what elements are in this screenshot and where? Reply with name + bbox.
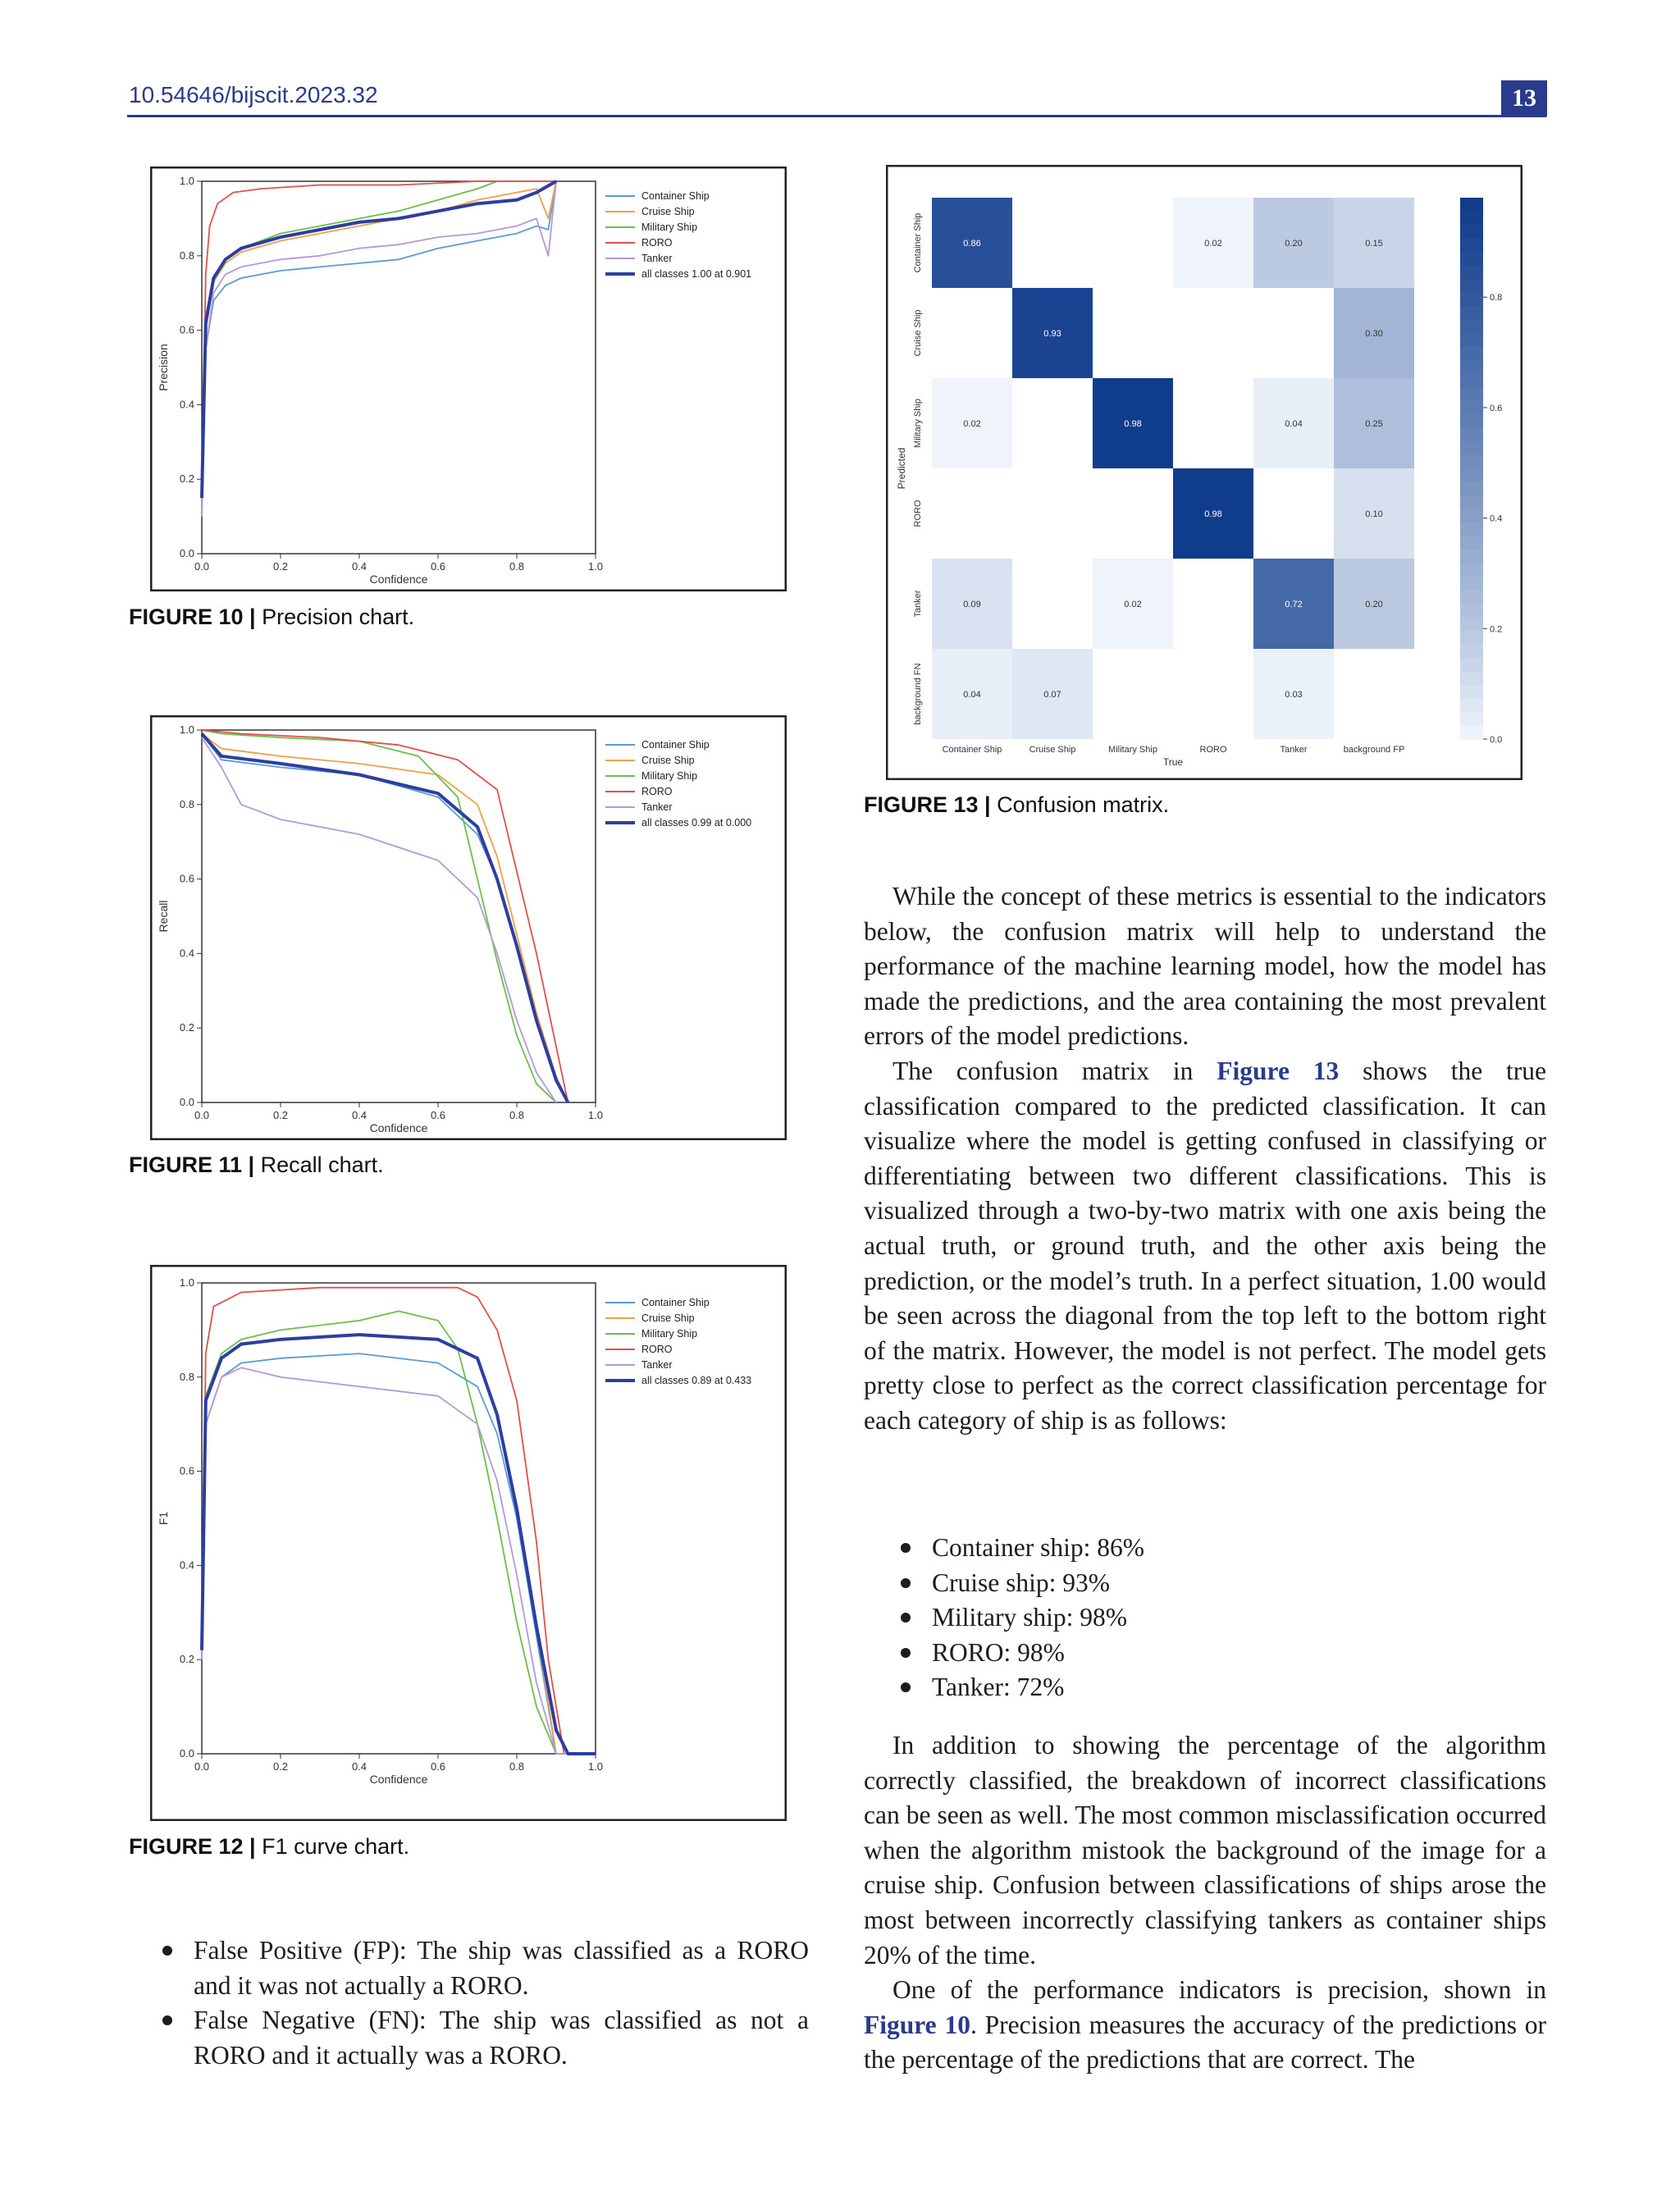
x-category-label: Container Ship <box>942 745 1002 755</box>
legend-label: Container Ship <box>641 739 710 751</box>
matrix-cell <box>932 468 1012 559</box>
x-category-label: Military Ship <box>1108 745 1157 755</box>
y-category-label: Cruise Ship <box>913 309 923 357</box>
colorbar-segment <box>1460 645 1483 660</box>
x-category-label: background FP <box>1343 745 1405 755</box>
x-tick-label: 1.0 <box>587 1109 604 1121</box>
matrix-cell <box>1012 468 1093 559</box>
figure-10-label: FIGURE 10 | <box>129 605 256 629</box>
colorbar-segment <box>1460 618 1483 632</box>
confusion-matrix-svg <box>886 165 1522 780</box>
y-category-label: Tanker <box>913 590 923 618</box>
figure-10-text: Precision chart. <box>255 605 415 629</box>
matrix-cell-label: 0.03 <box>1285 690 1303 700</box>
figure-12-caption <box>129 1834 409 1860</box>
matrix-cell-label: 0.10 <box>1365 509 1383 519</box>
figure-12-label: FIGURE 12 | <box>129 1834 256 1859</box>
colorbar-segment <box>1460 699 1483 714</box>
y-axis-label: Recall <box>157 900 170 933</box>
figure-frame <box>151 1266 786 1820</box>
figure-12-text: F1 curve chart. <box>255 1834 410 1859</box>
list-item-false-negative: False Negative (FN): The ship was classified as not a RORO and it actually was a RORO. <box>162 2003 809 2073</box>
matrix-cell-label: 0.20 <box>1285 239 1303 249</box>
y-tick-label: 1.0 <box>179 175 194 187</box>
colorbar-segment <box>1460 631 1483 646</box>
legend-label: all classes 1.00 at 0.901 <box>641 268 752 280</box>
y-tick-label: 0.4 <box>179 947 194 960</box>
y-tick-label: 1.0 <box>179 1276 194 1289</box>
matrix-cell <box>1253 288 1334 378</box>
matrix-cell-label: 0.07 <box>1043 690 1061 700</box>
colorbar-segment <box>1460 401 1483 416</box>
legend-label: RORO <box>641 237 673 249</box>
matrix-cell <box>1093 198 1173 288</box>
x-tick-label: 1.0 <box>587 560 604 573</box>
x-category-label: Tanker <box>1280 745 1308 755</box>
matrix-cell <box>1173 378 1253 468</box>
body-paragraphs-top <box>864 879 1546 1439</box>
figure-13-confusion-matrix <box>886 165 1522 780</box>
colorbar-segment <box>1460 577 1483 591</box>
x-axis-label: True <box>1162 756 1184 768</box>
colorbar-segment <box>1460 239 1483 253</box>
paragraph-confusion-intro: While the concept of these metrics is essential to the indicators below, the confusion matrix will help to understand the performance of the machine learning model, how the model has made the predictions, and the area containing the most prevalent errors of the model predictions. <box>864 882 1546 1051</box>
legend-label: all classes 0.89 at 0.433 <box>641 1375 752 1386</box>
figure-10-precision-chart <box>150 167 787 591</box>
paragraph-precision <box>864 1973 1546 2078</box>
header-rule <box>127 115 1546 117</box>
colorbar-tick-label: 0.0 <box>1490 735 1503 745</box>
colorbar-segment <box>1460 428 1483 443</box>
y-tick-label: 0.2 <box>179 472 194 486</box>
colorbar-segment <box>1460 685 1483 700</box>
x-tick-label: 0.0 <box>194 1760 210 1773</box>
matrix-cell-label: 0.15 <box>1365 239 1383 249</box>
figure-13-label: FIGURE 13 | <box>864 792 991 817</box>
y-tick-label: 0.0 <box>179 1747 194 1760</box>
matrix-cell-label: 0.02 <box>1204 239 1222 249</box>
x-axis-label: Confidence <box>369 1121 428 1134</box>
figure-12-f1-chart <box>150 1265 787 1821</box>
matrix-cell-label: 0.30 <box>1365 329 1383 339</box>
x-tick-label: 0.2 <box>272 1109 289 1121</box>
colorbar-segment <box>1460 536 1483 551</box>
matrix-cell <box>1173 288 1253 378</box>
p2-text-a: The confusion matrix in <box>892 1056 1217 1085</box>
colorbar-segment <box>1460 374 1483 389</box>
colorbar-segment <box>1460 550 1483 564</box>
body-paragraphs-bottom <box>864 1728 1546 2078</box>
colorbar-segment <box>1460 360 1483 375</box>
x-tick-label: 0.4 <box>351 1760 368 1773</box>
matrix-cell <box>1253 468 1334 559</box>
list-item: Tanker: 72% <box>901 1670 1144 1705</box>
y-tick-label: 0.4 <box>179 398 194 411</box>
colorbar-segment <box>1460 347 1483 362</box>
colorbar-segment <box>1460 564 1483 578</box>
x-tick-label: 1.0 <box>587 1760 604 1773</box>
legend-label: Container Ship <box>641 1297 710 1308</box>
legend-label: Military Ship <box>641 221 698 233</box>
figure-13-text: Confusion matrix. <box>990 792 1170 817</box>
matrix-cell <box>1173 649 1253 739</box>
page-number: 13 <box>1501 80 1547 116</box>
y-category-label: Military Ship <box>913 399 923 448</box>
x-category-label: RORO <box>1199 745 1227 755</box>
colorbar-segment <box>1460 198 1483 212</box>
list-item: Container ship: 86% <box>901 1531 1144 1566</box>
colorbar-segment <box>1460 509 1483 524</box>
matrix-cell <box>1173 559 1253 649</box>
colorbar-segment <box>1460 712 1483 727</box>
x-axis-label: Confidence <box>369 573 428 586</box>
legend-label: Tanker <box>641 801 673 813</box>
colorbar-segment <box>1460 266 1483 281</box>
colorbar-segment <box>1460 441 1483 456</box>
matrix-cell <box>1012 378 1093 468</box>
recall-chart-svg <box>150 715 787 1140</box>
y-tick-label: 0.8 <box>179 249 194 262</box>
x-tick-label: 0.6 <box>430 560 446 573</box>
colorbar-tick-label: 0.6 <box>1490 403 1503 413</box>
matrix-cell-label: 0.98 <box>1204 509 1222 519</box>
legend-label: Military Ship <box>641 1328 698 1340</box>
colorbar-tick-label: 0.8 <box>1490 293 1503 304</box>
p2-text-b: shows the true classification compared to the predicted classification. It can visualize where the model is getting confused in classifying or differentiating between two different classifications. This is visualized through a two-by-two matrix with one axis being the actual truth, or ground truth, and the other axis being the prediction, or the model’s truth. In a perfect situation, 1.00 would be seen across the diagonal from the top left to the bottom right of the matrix. However, the model is not perfect. The model gets pretty close to perfect as the correct classification percentage for each category of ship is as follows: <box>864 1056 1547 1435</box>
legend-label: Cruise Ship <box>641 1312 695 1324</box>
x-tick-label: 0.4 <box>351 560 368 573</box>
figure-10-caption <box>129 605 414 630</box>
f1-chart-svg <box>150 1265 787 1821</box>
colorbar-tick-label: 0.2 <box>1490 624 1503 635</box>
legend-label: Tanker <box>641 253 673 264</box>
y-tick-label: 0.0 <box>179 1096 194 1108</box>
y-tick-label: 0.2 <box>179 1021 194 1034</box>
matrix-cell <box>1093 288 1173 378</box>
matrix-cell <box>1334 649 1414 739</box>
colorbar-segment <box>1460 726 1483 741</box>
p4-text-a: One of the performance indicators is precision, shown in <box>892 1975 1546 2005</box>
x-tick-label: 0.6 <box>430 1109 446 1121</box>
matrix-cell <box>932 288 1012 378</box>
matrix-cell-label: 0.04 <box>963 690 981 700</box>
p4-text-b: . Precision measures the accuracy of the predictions or the percentage of the predictions that are correct. The <box>864 2010 1547 2074</box>
figure-10-link[interactable]: Figure 10 <box>864 2010 970 2039</box>
legend-label: RORO <box>641 1344 673 1355</box>
matrix-cell <box>1012 198 1093 288</box>
colorbar-segment <box>1460 252 1483 267</box>
colorbar-segment <box>1460 658 1483 673</box>
paragraph-misclassification: In addition to showing the percentage of the algorithm correctly classified, the breakdown of incorrect classifications can be seen as well. The most common misclassification occurred when the algorithm mistook the background of the image for a cruise ship. Confusion between classifications of ships arose the most between incorrectly classifying tankers as container ships 20% of the time. <box>864 1731 1546 1970</box>
figure-11-recall-chart <box>150 715 787 1140</box>
figure-11-text: Recall chart. <box>254 1152 384 1177</box>
x-tick-label: 0.0 <box>194 560 210 573</box>
figure-11-caption <box>129 1152 384 1178</box>
list-item: Cruise ship: 93% <box>901 1566 1144 1601</box>
colorbar-segment <box>1460 387 1483 402</box>
legend-label: Tanker <box>641 1359 673 1371</box>
colorbar-tick-label: 0.4 <box>1490 513 1503 524</box>
y-tick-label: 0.8 <box>179 797 194 810</box>
matrix-cell-label: 0.09 <box>963 600 981 609</box>
matrix-cell <box>1012 559 1093 649</box>
fp-fn-definitions-list <box>162 1933 809 2073</box>
x-tick-label: 0.0 <box>194 1109 210 1121</box>
colorbar-segment <box>1460 293 1483 308</box>
matrix-cell-label: 0.02 <box>1124 600 1142 609</box>
matrix-cell-label: 0.25 <box>1365 419 1383 429</box>
colorbar-segment <box>1460 482 1483 497</box>
colorbar-segment <box>1460 468 1483 483</box>
y-category-label: Container Ship <box>913 212 923 273</box>
x-tick-label: 0.6 <box>430 1760 446 1773</box>
colorbar-segment <box>1460 320 1483 335</box>
y-tick-label: 1.0 <box>179 723 194 736</box>
matrix-cell-label: 0.98 <box>1124 419 1142 429</box>
matrix-cell <box>1093 468 1173 559</box>
x-tick-label: 0.8 <box>509 1109 525 1121</box>
colorbar-segment <box>1460 591 1483 605</box>
list-item: Military ship: 98% <box>901 1600 1144 1636</box>
colorbar-segment <box>1460 495 1483 510</box>
colorbar-segment <box>1460 306 1483 321</box>
y-tick-label: 0.0 <box>179 547 194 559</box>
y-tick-label: 0.6 <box>179 323 194 336</box>
colorbar-segment <box>1460 523 1483 537</box>
x-tick-label: 0.2 <box>272 1760 289 1773</box>
figure-13-link[interactable]: Figure 13 <box>1217 1056 1340 1085</box>
paragraph-confusion-detail <box>864 1054 1546 1439</box>
colorbar-segment <box>1460 212 1483 226</box>
matrix-cell-label: 0.04 <box>1285 419 1303 429</box>
y-tick-label: 0.6 <box>179 1464 194 1477</box>
x-tick-label: 0.2 <box>272 560 289 573</box>
colorbar-segment <box>1460 604 1483 618</box>
legend-label: Container Ship <box>641 190 710 202</box>
header-doi: 10.54646/bijscit.2023.32 <box>129 82 378 107</box>
y-tick-label: 0.8 <box>179 1370 194 1383</box>
colorbar-segment <box>1460 414 1483 429</box>
colorbar-segment <box>1460 279 1483 294</box>
figure-11-label: FIGURE 11 | <box>129 1152 255 1177</box>
y-category-label: RORO <box>913 500 923 527</box>
matrix-cell-label: 0.02 <box>963 419 981 429</box>
y-tick-label: 0.6 <box>179 872 194 885</box>
legend-label: Cruise Ship <box>641 755 695 766</box>
legend-label: all classes 0.99 at 0.000 <box>641 817 752 828</box>
colorbar-segment <box>1460 225 1483 240</box>
y-axis-label: F1 <box>157 1511 170 1526</box>
matrix-cell-label: 0.86 <box>963 239 981 249</box>
colorbar-segment <box>1460 455 1483 470</box>
y-axis-label: Predicted <box>896 447 907 490</box>
y-category-label: background FN <box>913 663 923 725</box>
matrix-cell-label: 0.93 <box>1043 329 1061 339</box>
x-category-label: Cruise Ship <box>1029 745 1076 755</box>
x-axis-label: Confidence <box>369 1773 428 1786</box>
y-tick-label: 0.4 <box>179 1559 194 1572</box>
matrix-cell-label: 0.20 <box>1365 600 1383 609</box>
figure-13-caption <box>864 792 1169 818</box>
colorbar-segment <box>1460 672 1483 687</box>
x-tick-label: 0.8 <box>509 560 525 573</box>
x-tick-label: 0.4 <box>351 1109 368 1121</box>
x-tick-label: 0.8 <box>509 1760 525 1773</box>
y-axis-label: Precision <box>157 344 170 391</box>
matrix-cell-label: 0.72 <box>1285 600 1303 609</box>
legend-label: Military Ship <box>641 770 698 782</box>
legend-label: RORO <box>641 786 673 797</box>
list-item: RORO: 98% <box>901 1636 1144 1671</box>
matrix-cell <box>1093 649 1173 739</box>
y-tick-label: 0.2 <box>179 1653 194 1666</box>
list-item-false-positive: False Positive (FP): The ship was classified as a RORO and it was not actually a RORO. <box>162 1933 809 2003</box>
precision-chart-svg <box>150 167 787 591</box>
colorbar-segment <box>1460 333 1483 348</box>
legend-label: Cruise Ship <box>641 206 695 217</box>
classification-percentages-list <box>901 1531 1144 1705</box>
